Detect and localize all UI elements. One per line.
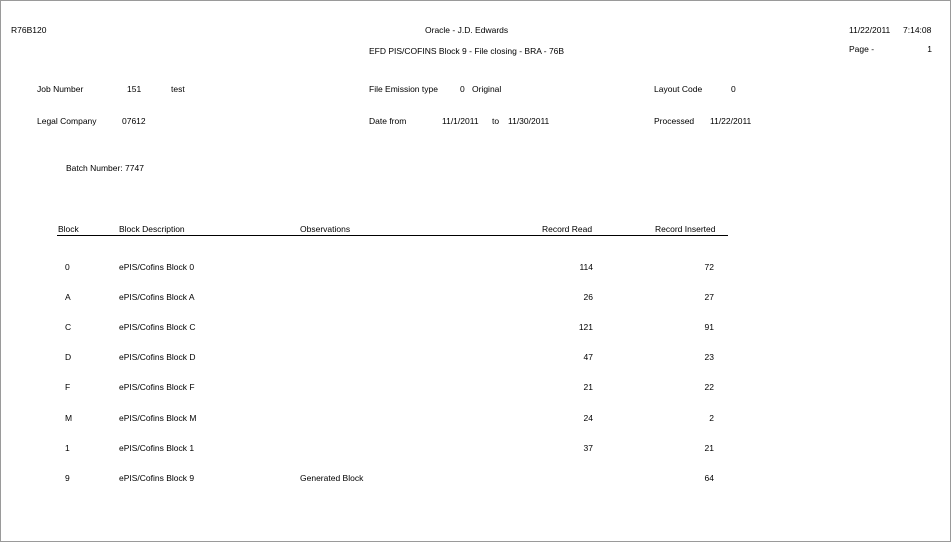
block-code: 0 (65, 262, 70, 272)
record-inserted: 21 (704, 443, 714, 453)
block-code: C (65, 322, 72, 332)
file-emission-label: File Emission type (369, 84, 438, 94)
processed-label: Processed (654, 116, 695, 126)
block-code: 9 (65, 473, 70, 483)
col-header-record-read: Record Read (542, 224, 593, 234)
date-from-label: Date from (369, 116, 407, 126)
record-read: 121 (578, 322, 593, 332)
block-description: ePIS/Cofins Block 9 (119, 473, 195, 483)
page-label: Page - (849, 44, 875, 54)
block-code: D (65, 352, 72, 362)
block-description: ePIS/Cofins Block M (119, 413, 197, 423)
record-read: 37 (583, 443, 593, 453)
block-description: ePIS/Cofins Block 0 (119, 262, 195, 272)
report-time: 7:14:08 (903, 25, 932, 35)
observations: Generated Block (300, 473, 364, 483)
record-read: 114 (579, 262, 593, 272)
processed-date: 11/22/2011 (710, 116, 752, 126)
company-name: Oracle - J.D. Edwards (425, 25, 509, 35)
legal-company-label: Legal Company (37, 116, 97, 126)
record-inserted: 64 (704, 473, 714, 483)
report-date: 11/22/2011 (849, 25, 891, 35)
table-row (0, 382, 951, 394)
job-number-label: Job Number (37, 84, 84, 94)
batch-number: Batch Number: 7747 (66, 163, 144, 173)
table-row (0, 262, 951, 274)
record-inserted: 91 (704, 322, 714, 332)
header-underline (57, 235, 728, 236)
block-description: ePIS/Cofins Block F (119, 382, 195, 392)
program-id: R76B120 (11, 25, 47, 35)
record-read: 26 (583, 292, 593, 302)
record-inserted: 72 (704, 262, 714, 272)
block-code: A (65, 292, 71, 302)
file-emission-code: 0 (460, 84, 465, 94)
to-label: to (492, 116, 500, 126)
layout-code: 0 (731, 84, 736, 94)
col-header-description: Block Description (119, 224, 185, 234)
record-inserted: 23 (704, 352, 714, 362)
page-number: 1 (927, 44, 932, 54)
record-read: 47 (583, 352, 593, 362)
job-number: 151 (127, 84, 142, 94)
layout-code-label: Layout Code (654, 84, 703, 94)
table-row (0, 473, 951, 485)
record-inserted: 27 (704, 292, 714, 302)
col-header-record-inserted: Record Inserted (655, 224, 716, 234)
table-row (0, 352, 951, 364)
block-code: F (65, 382, 71, 392)
block-description: ePIS/Cofins Block 1 (119, 443, 195, 453)
block-description: ePIS/Cofins Block D (119, 352, 196, 362)
date-to: 11/30/2011 (508, 116, 550, 126)
job-name: test (171, 84, 185, 94)
table-row (0, 443, 951, 455)
block-code: M (65, 413, 73, 423)
record-read: 21 (583, 382, 593, 392)
report-title: EFD PIS/COFINS Block 9 - File closing - BRA - 76B (369, 46, 565, 56)
block-code: 1 (65, 443, 70, 453)
legal-company: 07612 (122, 116, 146, 126)
col-header-block: Block (58, 224, 79, 234)
col-header-observations: Observations (300, 224, 351, 234)
record-inserted: 22 (704, 382, 714, 392)
table-row (0, 322, 951, 334)
file-emission-value: Original (472, 84, 502, 94)
block-description: ePIS/Cofins Block A (119, 292, 195, 302)
record-inserted: 2 (709, 413, 714, 423)
table-row (0, 292, 951, 304)
table-row (0, 413, 951, 425)
date-from: 11/1/2011 (442, 116, 479, 126)
record-read: 24 (583, 413, 593, 423)
block-description: ePIS/Cofins Block C (119, 322, 196, 332)
